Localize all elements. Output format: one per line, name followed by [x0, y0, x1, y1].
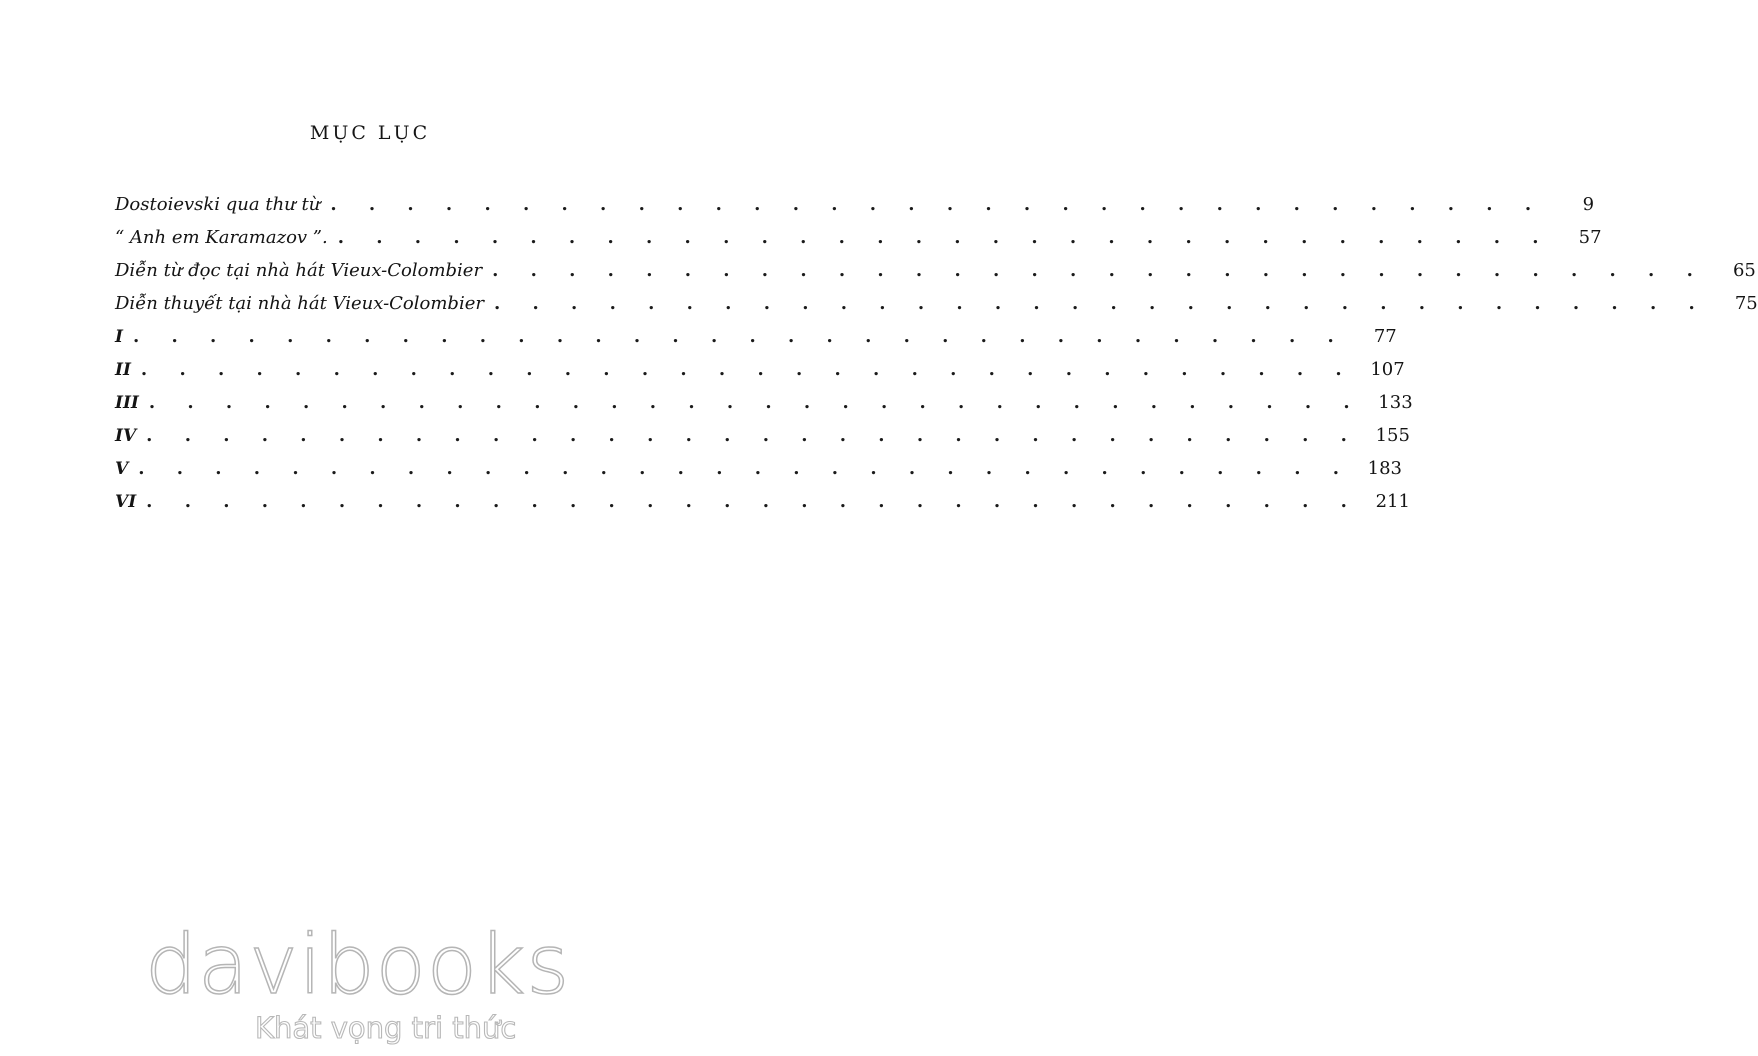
- dot-leader: . . . . . . . . . . . . . . . . . . . . . . . . . . . . . . . .: [337, 227, 1552, 248]
- toc-entry-title: Dostoievski qua thư từ: [115, 194, 321, 215]
- dot-leader: . . . . . . . . . . . . . . . . . . . . . . . . . . . . . . . .: [140, 359, 1355, 380]
- dot-leader: . . . . . . . . . . . . . . . . . . . . . . . . . . . . . . . .: [148, 392, 1363, 413]
- watermark-logo-text: davibooks: [145, 918, 571, 1013]
- toc-page-number: 155: [1375, 425, 1410, 446]
- toc-entry: [115, 491, 1410, 524]
- toc-page-number: 77: [1373, 326, 1397, 347]
- dot-leader: . . . . . . . . . . . . . . . . . . . . . . . . . . . . . . . .: [493, 293, 1708, 314]
- toc-entry-title: VI: [115, 492, 137, 512]
- toc-entry: [115, 326, 1397, 359]
- toc-page-number: 65: [1732, 260, 1756, 281]
- dot-leader: . . . . . . . . . . . . . . . . . . . . . . . . . . . . . . . .: [146, 491, 1360, 512]
- toc-entry-title: I: [115, 327, 123, 347]
- dot-leader: . . . . . . . . . . . . . . . . . . . . . . . . . . . . . . . .: [146, 425, 1360, 446]
- dot-leader: . . . . . . . . . . . . . . . . . . . . . . . . . . . . . . . .: [132, 326, 1347, 347]
- toc-page-number: 75: [1734, 293, 1758, 314]
- watermark: [145, 918, 571, 1045]
- toc-entry-title: Diễn thuyết tại nhà hát Vieux-Colombier: [115, 293, 484, 314]
- toc-entry: [115, 458, 1402, 491]
- toc-page-number: 107: [1370, 359, 1405, 380]
- toc-entry: [115, 425, 1410, 458]
- toc-page-number: 9: [1582, 194, 1595, 215]
- toc-entry-title: III: [115, 393, 139, 413]
- toc-entry-title: “ Anh em Karamazov ”.: [115, 227, 328, 248]
- toc-entry: [115, 260, 1756, 293]
- toc-entry-title: II: [115, 360, 131, 380]
- table-of-contents: [115, 194, 1758, 524]
- toc-page-number: 183: [1367, 458, 1402, 479]
- dot-leader: . . . . . . . . . . . . . . . . . . . . . . . . . . . . . . . .: [492, 260, 1706, 281]
- toc-entry-title: V: [115, 459, 129, 479]
- toc-entry: [115, 227, 1602, 260]
- toc-page-number: 133: [1378, 392, 1413, 413]
- toc-entry: [115, 194, 1595, 227]
- toc-entry-title: IV: [115, 426, 137, 446]
- toc-entry: [115, 359, 1405, 392]
- toc-entry: [115, 293, 1758, 326]
- toc-entry-title: Diễn từ đọc tại nhà hát Vieux-Colombier: [115, 260, 483, 281]
- toc-entry: [115, 392, 1413, 425]
- dot-leader: . . . . . . . . . . . . . . . . . . . . . . . . . . . . . . . .: [138, 458, 1352, 479]
- toc-page-number: 57: [1578, 227, 1602, 248]
- toc-page-number: 211: [1375, 491, 1410, 512]
- dot-leader: . . . . . . . . . . . . . . . . . . . . . . . . . . . . . . . .: [330, 194, 1545, 215]
- page-title: MỤC LỤC: [309, 122, 431, 144]
- watermark-tagline: Khát vọng tri thức: [255, 1011, 517, 1045]
